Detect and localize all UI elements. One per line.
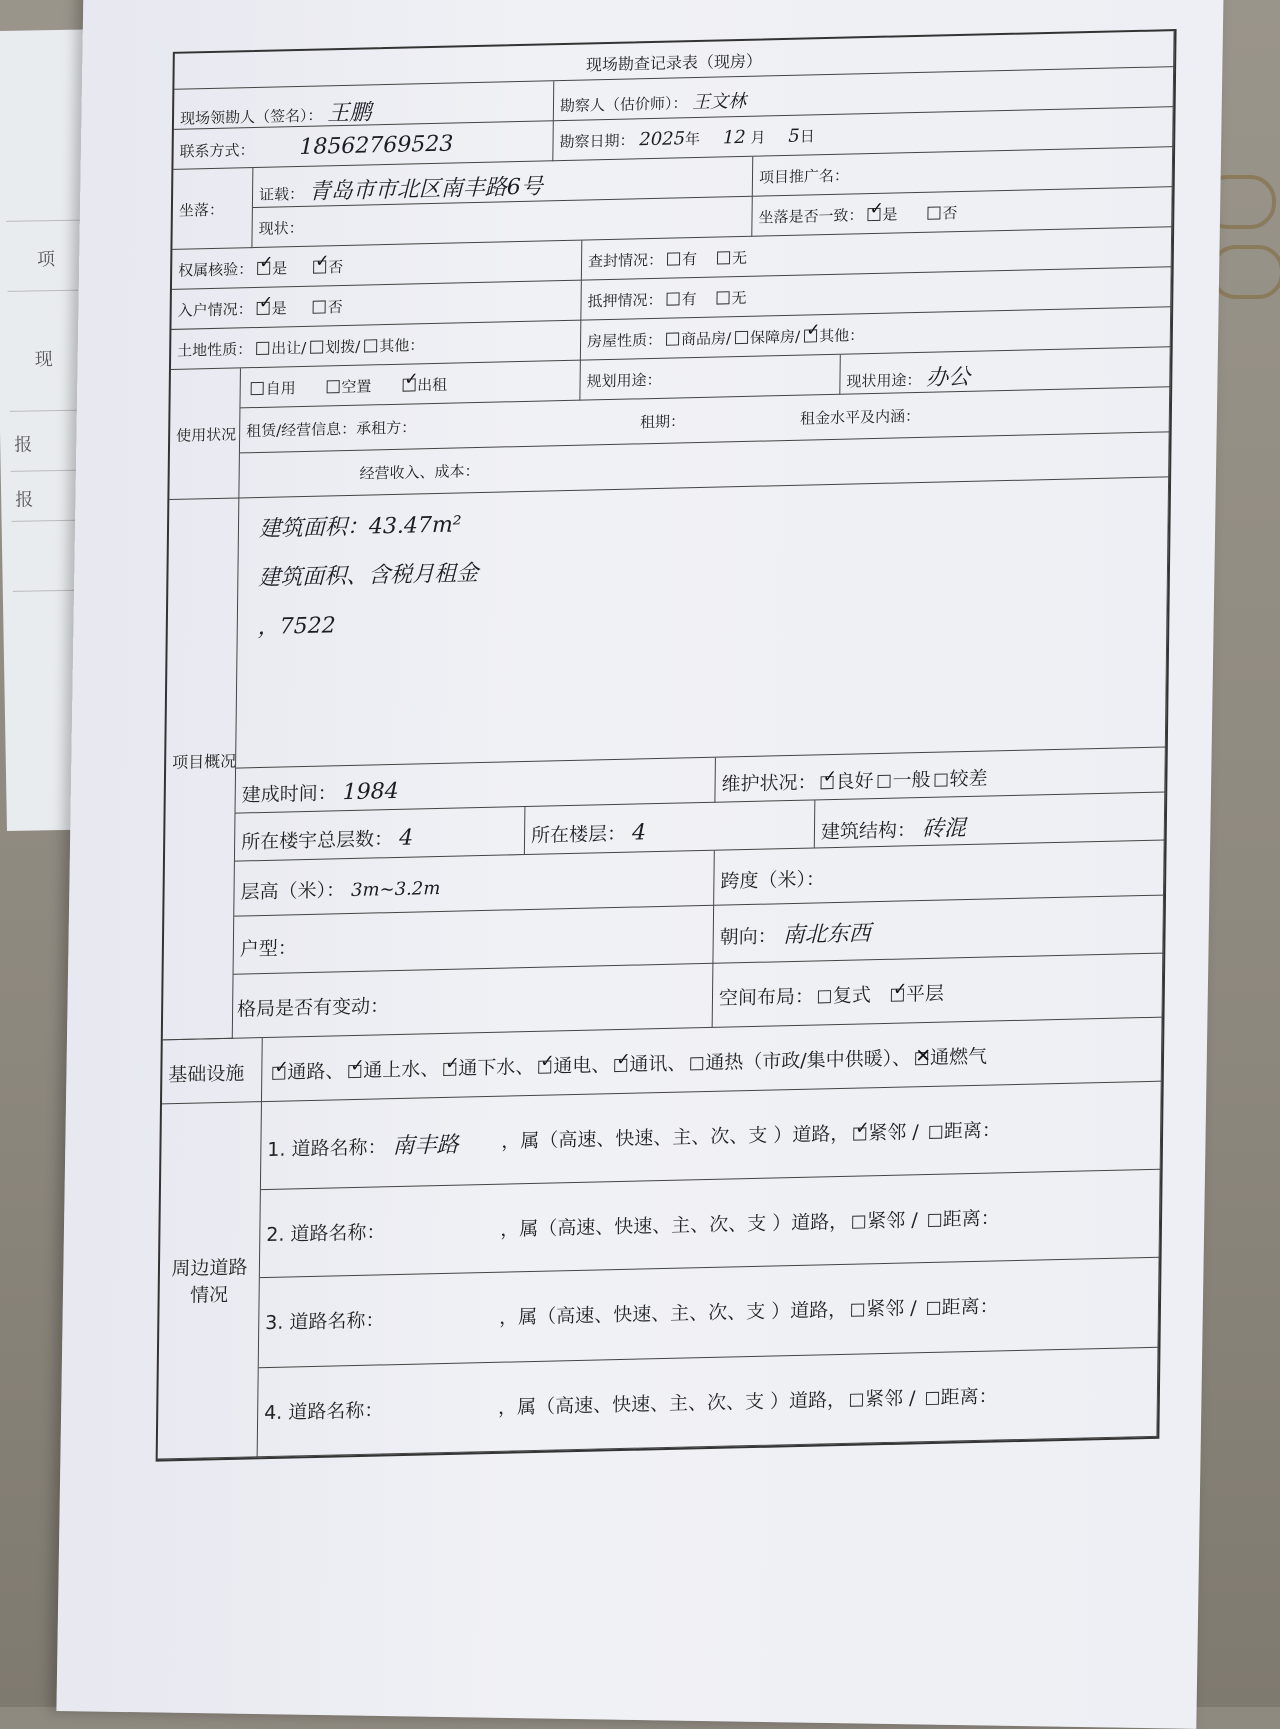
road3-detail [499,1291,999,1329]
ownership-yes: 是 [272,259,288,278]
checkbox-icon[interactable] [717,251,730,264]
date-month: 12 [722,126,746,149]
road1-value: 南丰路 [392,1132,459,1160]
form-title: 现场勘查记录表（现房） [174,31,1174,90]
road2-type: ，属（高速、快速、主、次、支 ）道路， [500,1210,849,1241]
date-day-unit: 日 [799,127,815,146]
roads-label-cell: 周边道路情况 [158,1102,262,1459]
road3-distance: 距离： [941,1295,999,1319]
floor-label: 所在楼层： [530,822,627,847]
match-label: 坐落是否一致： [758,206,864,227]
height-label: 层高（米）： [240,879,346,904]
type-cell: 户型： [234,906,715,975]
maint-label: 维护状况： [721,771,817,796]
binder-clip-icon [1210,245,1280,299]
cert-address: 青岛市市北区南丰路6号 [308,174,543,205]
road2-detail [500,1203,1000,1241]
lease-term: 租期： [639,412,686,432]
infra-heat: 通热（市政/集中供暖）、 [705,1047,912,1075]
entry-label: 入户情况： [177,300,253,320]
road2-sep: / [905,1209,924,1232]
house-opt-other: 其他： [819,326,865,346]
ownership-label: 权属核验： [178,260,254,280]
plan-use-cell: 规划用途： [580,355,840,401]
date-year: 2025 [639,128,686,151]
floor-cell [525,800,816,855]
seal-none: 无 [731,248,748,268]
overview-notes [236,477,1169,768]
floors-cell [235,807,526,862]
checkbox-icon[interactable] [256,342,269,355]
checkbox-icon[interactable] [935,773,948,786]
contact-value: 18562769523 [299,131,454,160]
cert-label: 证载： [258,184,305,204]
checkbox-icon[interactable] [928,1214,941,1227]
land-opt-allocate: 划拨 [325,337,356,357]
maint-good: 良好 [835,770,874,793]
maint-bad: 较差 [949,767,988,791]
lease-label: 租赁/经营信息：承租方： [246,418,417,441]
change-cell: 格局是否有变动： [163,964,714,1041]
road2-adjacent: 紧邻 [867,1209,906,1233]
struct-label: 建筑结构： [820,819,917,844]
road2-distance: 距离： [942,1207,1000,1231]
road4-type: ，属（高速、快速、主、次、支 ）道路， [497,1388,847,1419]
checkbox-icon[interactable] [364,339,377,352]
height-value: 3m~3.2m [350,877,441,902]
checkbox-icon[interactable] [851,1303,864,1316]
paper-sheet [56,0,1223,1729]
orient-value: 南北东西 [782,921,871,949]
infra-drain: 通下水、 [458,1055,535,1080]
checkbox-icon[interactable] [850,1394,863,1407]
income-cell: 经营收入、成本： [239,432,1169,498]
date-label: 勘察日期： [559,131,635,152]
road4-sep: / [902,1387,922,1410]
rent-level: 租金水平及内涵： [799,406,921,428]
checkbox-icon[interactable] [929,1126,942,1139]
road1-type: ，属（高速、快速、主、次、支 ）道路， [501,1122,850,1153]
surveyor-signature: 王文林 [692,90,747,114]
space-label: 空间布局： [718,985,815,1010]
status-cell: 现状： [252,197,752,248]
house-label: 房屋性质： [586,330,663,351]
span-cell: 跨度（米）： [714,841,1165,906]
road3-adjacent: 紧邻 [866,1297,905,1321]
mortgage-label: 抵押情况： [587,290,663,311]
road1-adjacent: 紧邻 [868,1121,907,1145]
usage-label-cell: 使用状况 [169,368,241,500]
checkbox-icon[interactable] [818,990,831,1003]
infra-road: 通路、 [287,1060,345,1084]
road4-label: 4. 道路名称： [264,1399,384,1425]
note-rent: 建筑面积、含税月租金 [258,561,479,592]
note-area: 建筑面积：43.47m² [258,512,462,543]
checkbox-checked-icon[interactable] [891,988,904,1001]
entry-no: 否 [327,298,343,317]
checkbox-icon[interactable] [326,380,339,393]
checkbox-icon[interactable] [666,292,679,305]
entry-yes: 是 [271,299,287,318]
checkbox-icon[interactable] [717,291,730,304]
checkbox-checked-icon[interactable] [313,260,326,273]
infra-elec: 通电、 [553,1054,611,1078]
road1-distance: 距离： [943,1119,1001,1143]
current-use-value: 办公 [926,364,971,391]
orient-label: 朝向： [719,925,777,949]
road1-detail [501,1115,1001,1153]
infra-gas: 通燃气 [929,1045,988,1069]
checkbox-checked-icon[interactable] [257,262,270,275]
road-row-4 [258,1348,1159,1457]
overview-label-cell: 项目概况 [163,498,240,1040]
infra-water: 通上水、 [363,1058,440,1082]
checkbox-icon[interactable] [927,1302,940,1315]
date-year-unit: 年 [685,129,701,149]
checkbox-checked-icon[interactable] [821,776,834,789]
survey-form-table [156,29,1177,1462]
road4-distance: 距离： [940,1385,998,1409]
match-no: 否 [942,204,958,223]
checkbox-checked-icon[interactable] [853,1127,866,1140]
checkbox-icon[interactable] [925,1392,938,1405]
road1-sep: / [906,1121,925,1144]
surveyor-label: 勘察人（估价师）： [559,94,688,116]
seal-label: 查封情况： [587,250,664,271]
checkbox-checked-icon[interactable] [272,1067,285,1080]
checkbox-checked-icon[interactable] [257,302,270,315]
floors-label: 所在楼宇总层数： [241,828,394,854]
checkbox-checked-icon[interactable] [402,378,415,391]
house-opt-affordable: 保障房/ [750,327,801,347]
use-self: 自用 [265,379,296,398]
built-label: 建成时间： [241,782,337,807]
space-flat: 平层 [905,982,945,1006]
checkbox-checked-icon[interactable] [348,1065,361,1078]
struct-value: 砖混 [921,816,967,843]
checkbox-icon[interactable] [878,775,891,788]
checkbox-icon[interactable] [310,340,323,353]
checkbox-checked-icon[interactable] [443,1063,456,1076]
land-opt-sep: / [355,337,361,356]
house-opt-commercial: 商品房/ [680,329,732,349]
date-month-unit: 月 [750,128,766,147]
current-use-label: 现状用途： [846,370,922,391]
checkbox-icon[interactable] [735,331,748,344]
struct-cell [815,793,1165,849]
infra-comm: 通讯、 [629,1052,687,1076]
note-amount: ，7522 [257,613,336,641]
land-opt-transfer: 出让/ [271,338,307,358]
floor-value: 4 [631,820,647,846]
checkbox-icon[interactable] [666,332,679,345]
road4-detail [498,1381,998,1419]
mortgage-none: 无 [731,288,747,308]
infra-label-cell: 基础设施 [162,1038,263,1104]
use-empty: 空置 [341,377,372,397]
orient-cell [713,896,1164,964]
match-yes: 是 [882,205,898,224]
checkbox-checked-icon[interactable] [804,329,817,342]
ownership-no: 否 [328,258,344,277]
underlying-sheet: 项 现 报 报 [0,29,127,831]
leader-signature: 王鹏 [327,100,372,127]
checkbox-icon[interactable] [927,206,940,219]
land-label: 土地性质： [177,340,253,360]
maint-mid: 一般 [892,768,931,792]
checkbox-icon[interactable] [667,252,680,265]
promo-cell: 项目推广名： [753,147,1173,197]
land-opt-other: 其他： [379,336,425,356]
checkbox-icon[interactable] [852,1215,865,1228]
checkbox-icon[interactable] [313,300,326,313]
built-value: 1984 [342,778,399,806]
leader-label: 现场领勘人（签名）： [179,106,323,128]
space-cell [713,954,1164,1028]
space-duplex: 复式 [832,984,872,1008]
road3-sep: / [904,1297,923,1320]
checkbox-icon[interactable] [251,382,264,395]
date-day: 5 [788,125,800,147]
road2-label: 2. 道路名称： [266,1221,386,1247]
checkbox-checked-icon[interactable] [867,208,880,221]
checkbox-checked-icon[interactable] [538,1061,551,1074]
checkbox-icon[interactable] [690,1057,703,1070]
contact-label: 联系方式： [179,140,255,161]
road4-adjacent: 紧邻 [864,1387,904,1411]
checkbox-checked-icon[interactable] [614,1059,627,1072]
mortgage-have: 有 [681,290,697,309]
road1-label: 1. 道路名称： [267,1136,387,1161]
use-rent: 出租 [417,375,448,395]
road3-type: ，属（高速、快速、主、次、支 ）道路， [499,1298,848,1329]
road3-label: 3. 道路名称： [265,1309,385,1335]
seal-have: 有 [681,249,698,269]
checkbox-crossed-icon[interactable] [915,1052,928,1065]
location-label-cell: 坐落： [172,168,253,250]
floors-value: 4 [399,825,414,851]
